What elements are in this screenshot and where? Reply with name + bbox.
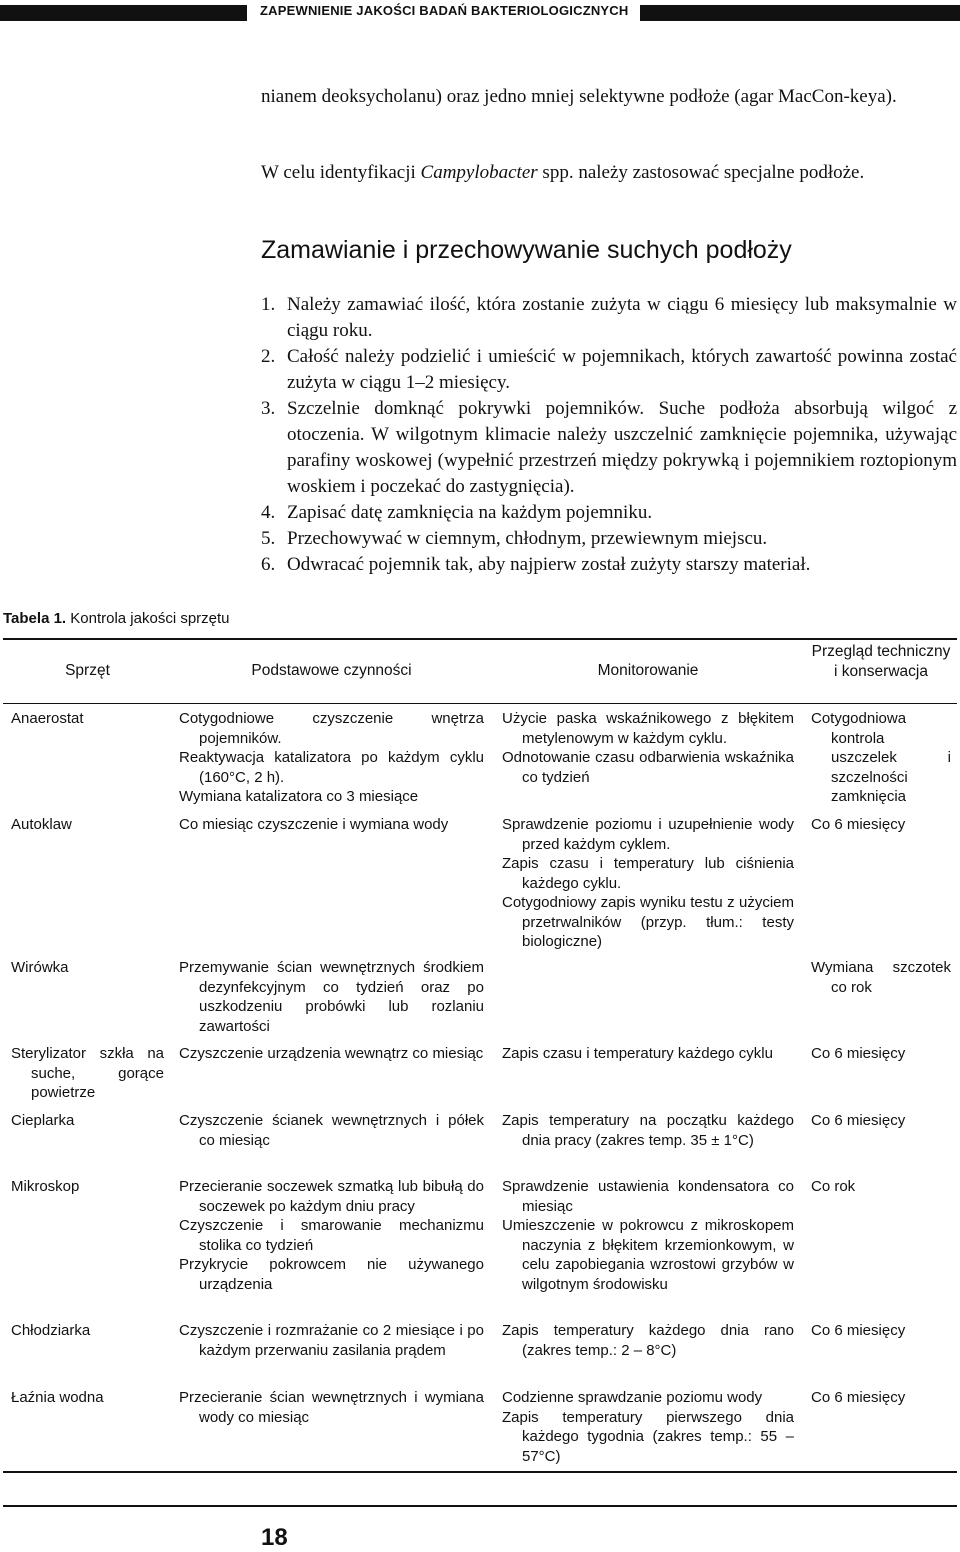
cell-maintenance — [811, 1388, 951, 1408]
cell-activities — [179, 815, 484, 835]
header-bar-left — [0, 5, 247, 21]
cell-line: Czyszczenie i rozmrażanie co 2 miesiące i po każdym przerwaniu zasilania prądem — [179, 1322, 484, 1359]
list-item — [261, 526, 957, 552]
cell-line: Czyszczenie i smarowanie mechanizmu stolika co tydzień — [179, 1217, 484, 1254]
table-header-activities: Podstawowe czynności — [251, 662, 412, 679]
cell-line: Czyszczenie ścianek wewnętrznych i półek co miesiąc — [179, 1112, 484, 1149]
table-rule-top — [3, 638, 957, 640]
cell-line: Wirówka — [11, 959, 69, 976]
cell-activities — [179, 1111, 484, 1150]
list-item-number: 4. — [261, 502, 276, 523]
cell-line: Sterylizator szkła na suche, gorące powietrze — [11, 1045, 164, 1101]
cell-line: Chłodziarka — [11, 1322, 91, 1339]
cell-activities — [179, 1177, 484, 1294]
cell-maintenance — [811, 815, 951, 835]
cell-equipment — [11, 1321, 164, 1341]
list-item — [261, 500, 957, 526]
cell-line: Cotygodniowe czyszczenie wnętrza pojemników. — [179, 710, 484, 747]
cell-line: Cieplarka — [11, 1112, 75, 1129]
list-item-text: Należy zamawiać ilość, która zostanie zużyta w ciągu 6 miesięcy lub maksymalnie w ciągu roku. — [287, 294, 957, 341]
header-bar-right — [640, 5, 960, 21]
cell-line: Co 6 miesięcy — [811, 1389, 906, 1406]
cell-activities — [179, 709, 484, 807]
list-item-number: 3. — [261, 398, 276, 419]
cell-line: Co miesiąc czyszczenie i wymiana wody — [179, 816, 449, 833]
cell-equipment — [11, 1111, 164, 1131]
table-header-monitoring: Monitorowanie — [597, 662, 699, 679]
list-item-text: Całość należy podzielić i umieścić w pojemnikach, których zawartość powinna zostać zużyta w ciągu 1–2 miesięcy. — [287, 346, 957, 393]
running-header: ZAPEWNIENIE JAKOŚCI BADAŃ BAKTERIOLOGICZNYCH — [260, 3, 629, 18]
list-item — [261, 344, 957, 396]
cell-line: Użycie paska wskaźnikowego z błękitem metylenowym w każdym cyklu. — [502, 710, 794, 747]
list-item-number: 1. — [261, 294, 276, 315]
cell-line: Wymiana katalizatora co 3 miesiące — [179, 788, 419, 805]
cell-monitoring — [502, 709, 794, 787]
cell-line: Mikroskop — [11, 1178, 80, 1195]
table-rule-header — [3, 703, 957, 704]
footer-rule — [3, 1505, 957, 1507]
cell-line: Przykrycie pokrowcem nie używanego urządzenia — [179, 1256, 484, 1293]
cell-monitoring — [502, 1111, 794, 1150]
cell-line: Co 6 miesięcy — [811, 1045, 906, 1062]
cell-line: Co 6 miesięcy — [811, 816, 906, 833]
list-item-text: Szczelnie domknąć pokrywki pojemników. Suche podłoża absorbują wilgoć z otoczenia. W wilgotnym klimacie należy uszczelnić zamknięcie pojemnika, używając parafiny woskowej (wypełnić przestrzeń między pokrywką i pojemnikiem roztopionym woskiem i poczekać do zastygnięcia). — [287, 398, 957, 497]
cell-maintenance — [811, 709, 951, 807]
cell-activities — [179, 1388, 484, 1427]
table-rule-bottom — [3, 1471, 957, 1473]
cell-activities — [179, 958, 484, 1036]
cell-line: Czyszczenie urządzenia wewnątrz co miesiąc — [179, 1045, 484, 1062]
cell-maintenance — [811, 1321, 951, 1341]
cell-line: Codzienne sprawdzanie poziomu wody — [502, 1389, 763, 1406]
section-title: Zamawianie i przechowywanie suchych podłoży — [261, 236, 792, 264]
cell-maintenance — [811, 1177, 951, 1197]
cell-line: Co rok — [811, 1178, 856, 1195]
cell-line: Zapis czasu i temperatury lub ciśnienia każdego cyklu. — [502, 855, 794, 892]
cell-monitoring — [502, 1044, 794, 1064]
cell-line: Anaerostat — [11, 710, 84, 727]
page-number: 18 — [261, 1524, 288, 1551]
cell-line: Odnotowanie czasu odbarwienia wskaźnika co tydzień — [502, 749, 794, 786]
cell-monitoring — [502, 1177, 794, 1294]
cell-line: Zapis czasu i temperatury każdego cyklu — [502, 1045, 773, 1062]
intro-text: W celu identyfikacji — [261, 162, 421, 183]
cell-line: Zapis temperatury pierwszego dnia każdego tygodnia (zakres temp.: 55 – 57°C) — [502, 1408, 794, 1465]
cell-line: Co 6 miesięcy — [811, 1322, 906, 1339]
cell-line: Zapis temperatury na początku każdego dnia pracy (zakres temp. 35 ± 1°C) — [502, 1112, 794, 1149]
cell-monitoring — [502, 1321, 794, 1360]
cell-line: Sprawdzenie ustawienia kondensatora co miesiąc — [502, 1178, 794, 1215]
cell-equipment — [11, 709, 164, 729]
cell-line: Cotygodniowy zapis wyniku testu z użyciem przetrwalników (przyp. tłum.: testy biologiczne) — [502, 894, 794, 950]
cell-line: Reaktywacja katalizatora po każdym cyklu (160°C, 2 h). — [179, 749, 484, 786]
list-item-number: 6. — [261, 554, 276, 575]
cell-line: Przecieranie soczewek szmatką lub bibułą do soczewek po każdym dniu pracy — [179, 1178, 484, 1215]
intro-text: spp. należy zastosować specjalne podłoże. — [537, 162, 865, 183]
cell-line: Przecieranie ścian wewnętrznych i wymiana wody co miesiąc — [179, 1389, 484, 1426]
cell-activities — [179, 1321, 484, 1360]
list-item-text: Zapisać datę zamknięcia na każdym pojemniku. — [287, 502, 653, 523]
cell-equipment — [11, 958, 164, 978]
list-item-number: 2. — [261, 346, 276, 367]
intro-genus: Campylobacter — [420, 162, 538, 183]
list-item-text: Odwracać pojemnik tak, aby najpierw został zużyty starszy materiał. — [287, 554, 811, 575]
section-list — [261, 292, 957, 578]
cell-equipment — [11, 1044, 164, 1103]
cell-maintenance — [811, 958, 951, 997]
list-item-text: Przechowywać w ciemnym, chłodnym, przewiewnym miejscu. — [287, 528, 768, 549]
cell-line: Cotygodniowa kontrola uszczelek i szczelności zamknięcia — [811, 710, 951, 805]
cell-equipment — [11, 815, 164, 835]
cell-line: Co 6 miesięcy — [811, 1112, 906, 1129]
cell-line: Wymiana szczotek co rok — [811, 959, 951, 996]
cell-line: Zapis temperatury każdego dnia rano (zakres temp.: 2 – 8°C) — [502, 1322, 794, 1359]
table-caption-label: Tabela 1. — [3, 610, 67, 627]
cell-line: Umieszczenie w pokrowcu z mikroskopem naczynia z błękitem krzemionkowym, w celu zapobiegania wzrostowi grzybów w wilgotnym środowisku — [502, 1217, 794, 1293]
cell-line: Autoklaw — [11, 816, 72, 833]
intro-paragraph-2 — [261, 160, 957, 186]
list-item — [261, 552, 957, 578]
table-header-maintenance: Przegląd techniczny i konserwacja — [811, 643, 951, 680]
cell-maintenance — [811, 1044, 951, 1064]
table-caption-title: Kontrola jakości sprzętu — [70, 610, 230, 627]
cell-line: Sprawdzenie poziomu i uzupełnienie wody przed każdym cyklem. — [502, 816, 794, 853]
list-item — [261, 292, 957, 344]
cell-line: Łaźnia wodna — [11, 1389, 104, 1406]
cell-monitoring — [502, 1388, 794, 1466]
list-item-number: 5. — [261, 528, 276, 549]
table-header-equipment: Sprzęt — [65, 662, 110, 679]
cell-maintenance — [811, 1111, 951, 1131]
table-caption — [3, 610, 230, 627]
intro-paragraph-1: nianem deoksycholanu) oraz jedno mniej selektywne podłoże (agar MacCon-keya). — [261, 86, 897, 107]
cell-equipment — [11, 1388, 164, 1408]
list-item — [261, 396, 957, 500]
cell-equipment — [11, 1177, 164, 1197]
cell-line: Przemywanie ścian wewnętrznych środkiem dezynfekcyjnym co tydzień oraz po uszkodzeniu probówki lub rozlaniu zawartości — [179, 959, 484, 1035]
cell-activities — [179, 1044, 484, 1064]
cell-monitoring — [502, 815, 794, 952]
